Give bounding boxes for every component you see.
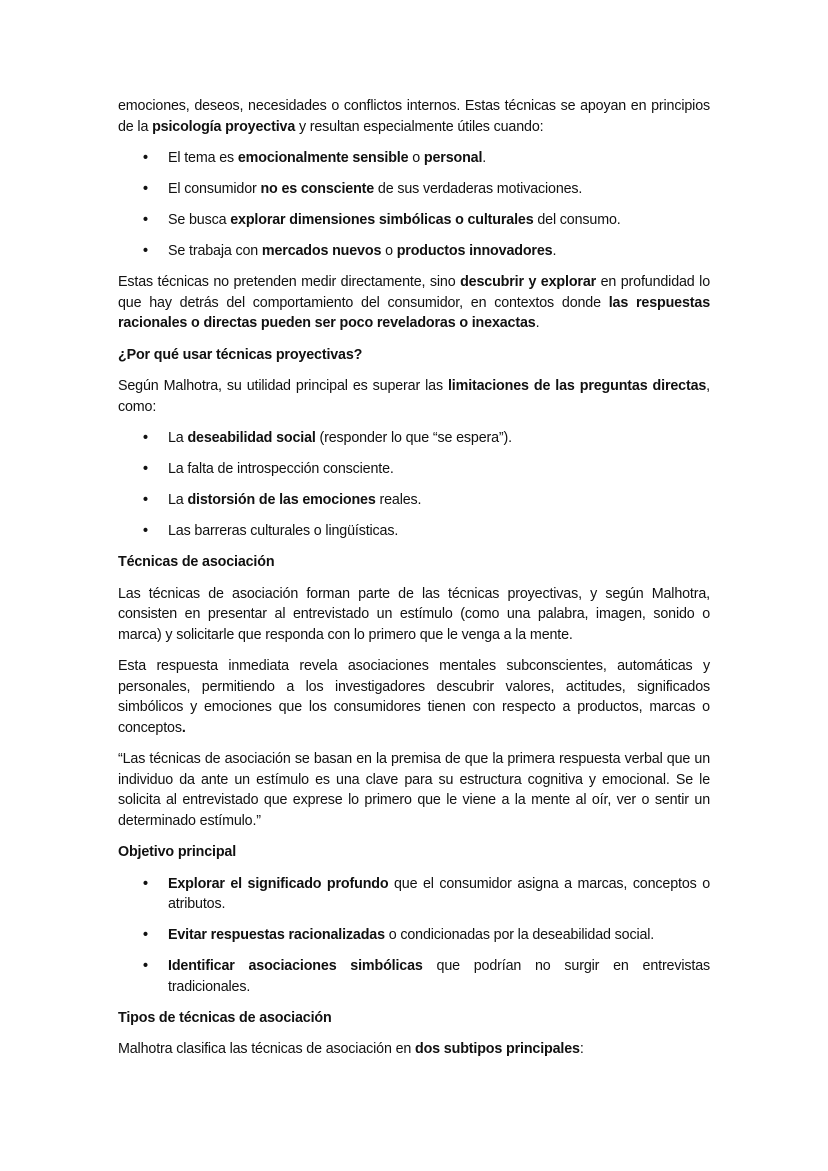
text: El tema es bbox=[168, 150, 238, 166]
list-item bbox=[118, 179, 710, 200]
text: Se trabaja con bbox=[168, 243, 262, 259]
list-item bbox=[118, 148, 710, 169]
bold-text: Explorar el significado profundo bbox=[168, 875, 389, 892]
text: en profundidad lo que hay detrás del comportamiento del consumidor, en contextos donde bbox=[118, 274, 710, 311]
association-paragraph: Las técnicas de asociación forman parte de las técnicas proyectivas, y según Malhotra, consisten en presentar al entrevistado un estímulo (como una palabra, imagen, sonido o marca) y solicitarle que responda con lo primero que le venga a la mente. bbox=[118, 585, 710, 643]
bold-text: descubrir y explorar bbox=[460, 274, 597, 290]
heading-main-objective: Objetivo principal bbox=[118, 844, 237, 860]
useful-when-list bbox=[118, 148, 710, 262]
bold-text: mercados nuevos bbox=[261, 243, 382, 259]
text: . bbox=[552, 243, 557, 259]
types-paragraph bbox=[118, 1039, 710, 1060]
bold-text: Identificar asociaciones simbólicas bbox=[168, 958, 423, 974]
text: y resultan especialmente útiles cuando: bbox=[295, 118, 544, 135]
bullet-icon: • bbox=[143, 430, 148, 446]
bold-text: . bbox=[181, 719, 186, 736]
bullet-icon: • bbox=[143, 492, 148, 508]
quote-paragraph: “Las técnicas de asociación se basan en la premisa de que la primera respuesta verbal que un individuo da ante un estímulo es una clave para su estructura cognitiva y emocional. Se le solicita al entrevistado que exprese lo primero que le viene a la mente al oír, ver o sentir un determinado estímulo.” bbox=[118, 751, 710, 829]
limitations-list bbox=[118, 428, 710, 542]
bold-text: las respuestas racionales o directas pueden ser poco reveladoras o inexactas bbox=[118, 294, 710, 331]
bold-text: distorsión de las emociones bbox=[187, 492, 376, 508]
bold-text: personal bbox=[423, 150, 483, 166]
list-item bbox=[118, 428, 710, 449]
text: Las barreras culturales o lingüísticas. bbox=[168, 523, 399, 539]
bold-text: deseabilidad social bbox=[187, 430, 316, 446]
bold-text: psicología proyectiva bbox=[152, 118, 296, 135]
text: o condicionadas por la deseabilidad social. bbox=[384, 927, 655, 943]
purpose-paragraph bbox=[118, 272, 710, 334]
text: Esta respuesta inmediata revela asociaciones mentales subconscientes, automáticas y personales, permitiendo a los investigadores descubrir valores, actitudes, significados simbólicos y emociones que los consumidores tienen con respecto a productos, marcas o conceptos bbox=[118, 658, 710, 736]
list-item bbox=[118, 490, 710, 511]
why-paragraph bbox=[118, 376, 710, 417]
text: La bbox=[168, 430, 188, 446]
bullet-icon: • bbox=[143, 243, 148, 259]
list-item bbox=[118, 241, 710, 262]
text: (responder lo que “se espera”). bbox=[315, 430, 512, 446]
heading-why-projective: ¿Por qué usar técnicas proyectivas? bbox=[118, 346, 363, 363]
bold-text: productos innovadores bbox=[396, 243, 553, 259]
text: de sus verdaderas motivaciones. bbox=[374, 181, 583, 197]
bullet-icon: • bbox=[143, 461, 148, 477]
heading-association-techniques: Técnicas de asociación bbox=[118, 554, 275, 570]
document-page bbox=[118, 96, 710, 1071]
text: , como: bbox=[118, 378, 710, 415]
objective-list bbox=[118, 874, 710, 998]
text: que el consumidor asigna a marcas, conceptos o atributos. bbox=[168, 875, 710, 912]
text: . bbox=[535, 315, 540, 331]
bullet-icon: • bbox=[143, 958, 148, 974]
text: Malhotra clasifica las técnicas de asociación en bbox=[118, 1041, 416, 1057]
text: La falta de introspección consciente. bbox=[168, 461, 394, 477]
bold-text: dos subtipos principales bbox=[415, 1041, 580, 1057]
bold-text: no es consciente bbox=[260, 181, 375, 197]
intro-paragraph bbox=[118, 96, 710, 137]
bold-text: explorar dimensiones simbólicas o culturales bbox=[230, 212, 534, 228]
list-item bbox=[118, 459, 710, 480]
response-paragraph bbox=[118, 656, 710, 738]
list-item bbox=[118, 874, 710, 915]
bullet-icon: • bbox=[143, 181, 148, 197]
text: Se busca bbox=[168, 212, 231, 228]
text: del consumo. bbox=[533, 212, 621, 228]
text: . bbox=[482, 150, 487, 166]
text: La bbox=[168, 492, 188, 508]
text: emociones, deseos, necesidades o conflictos internos. Estas técnicas se apoyan en principios de la bbox=[118, 98, 710, 135]
text: o bbox=[408, 150, 424, 166]
text: que podrían no surgir en entrevistas tradicionales. bbox=[168, 958, 710, 995]
bullet-icon: • bbox=[143, 150, 148, 166]
text: El consumidor bbox=[168, 181, 261, 197]
text: Estas técnicas no pretenden medir directamente, sino bbox=[118, 274, 461, 290]
text: o bbox=[381, 243, 397, 259]
heading-association-types: Tipos de técnicas de asociación bbox=[118, 1009, 332, 1026]
bullet-icon: • bbox=[143, 212, 148, 228]
bullet-icon: • bbox=[143, 875, 148, 892]
bold-text: limitaciones de las preguntas directas bbox=[447, 378, 707, 394]
list-item bbox=[118, 521, 710, 542]
list-item bbox=[118, 956, 710, 997]
bullet-icon: • bbox=[143, 523, 148, 539]
list-item bbox=[118, 925, 710, 946]
text: Según Malhotra, su utilidad principal es superar las bbox=[118, 378, 448, 394]
bold-text: emocionalmente sensible bbox=[237, 150, 409, 166]
bold-text: Evitar respuestas racionalizadas bbox=[168, 927, 385, 943]
list-item bbox=[118, 210, 710, 231]
text: : bbox=[579, 1041, 584, 1057]
text: reales. bbox=[375, 492, 422, 508]
bullet-icon: • bbox=[143, 927, 148, 943]
